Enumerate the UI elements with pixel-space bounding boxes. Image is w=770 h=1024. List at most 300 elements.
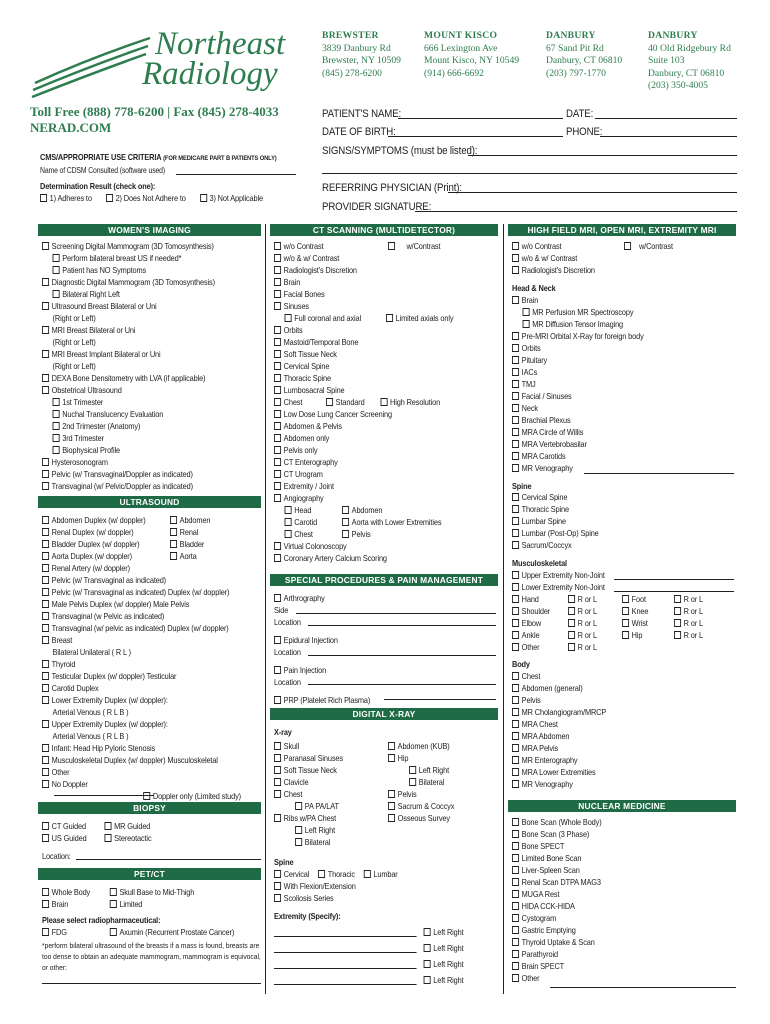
nuclear-item: Renal Scan DTPA MAG3 bbox=[512, 876, 602, 888]
us-list-item: Thyroid bbox=[42, 658, 241, 670]
checkbox[interactable] bbox=[274, 554, 281, 562]
checkbox[interactable] bbox=[512, 902, 519, 910]
checkbox[interactable] bbox=[42, 600, 49, 608]
not-applicable-checkbox[interactable] bbox=[200, 194, 207, 202]
checkbox[interactable] bbox=[512, 529, 519, 537]
womens-imaging-list bbox=[42, 240, 215, 492]
mri-wo-w-contrast-checkbox[interactable] bbox=[512, 254, 519, 262]
kub-checkbox[interactable] bbox=[388, 742, 395, 750]
chest-standard-checkbox[interactable] bbox=[326, 398, 333, 406]
date-label: DATE: bbox=[566, 108, 594, 120]
nuclear-other-field[interactable] bbox=[550, 987, 736, 988]
nuclear-header: NUCLEAR MEDICINE bbox=[508, 800, 736, 812]
checkbox[interactable] bbox=[42, 768, 49, 776]
us-list-item: Arterial Venous ( R L B ) bbox=[52, 707, 129, 717]
phone-field[interactable] bbox=[600, 136, 737, 137]
ct-wcontrast-checkbox[interactable] bbox=[388, 242, 395, 250]
checkbox[interactable] bbox=[622, 631, 629, 639]
dob-field[interactable] bbox=[388, 136, 563, 137]
xray-left-list: Skull Paranasal Sinuses Soft Tissue Neck Clavicle Chest PA PA/LAT Ribs w/PA Chest Left Right Bilateral bbox=[274, 740, 343, 848]
ext3-checkbox[interactable] bbox=[424, 960, 431, 968]
msk-joint-item: Elbow bbox=[512, 617, 550, 629]
nuclear-item: Other bbox=[512, 972, 602, 984]
nuclear-item: Thyroid Uptake & Scan bbox=[512, 936, 602, 948]
checkbox[interactable] bbox=[512, 452, 519, 460]
checkbox[interactable] bbox=[512, 938, 519, 946]
cdsm-label: Name of CDSM Consulted (software used) bbox=[40, 166, 166, 175]
sacrum-checkbox[interactable] bbox=[388, 802, 395, 810]
ribs-left-checkbox[interactable] bbox=[295, 826, 302, 834]
ct-item: Virtual Colonoscopy bbox=[274, 540, 392, 552]
checkbox[interactable] bbox=[285, 314, 292, 322]
ribs-bilateral-checkbox[interactable] bbox=[295, 838, 302, 846]
radiopharm-label: Please select radiopharmaceutical: bbox=[42, 915, 161, 925]
mri-wo-contrast-checkbox[interactable] bbox=[512, 242, 519, 250]
ct-guided-checkbox[interactable] bbox=[42, 822, 49, 830]
lower-nonjoint-checkbox[interactable] bbox=[512, 583, 519, 591]
checkbox[interactable] bbox=[53, 434, 60, 442]
checkbox[interactable] bbox=[512, 914, 519, 922]
biopsy-header: BIOPSY bbox=[38, 802, 261, 814]
checkbox[interactable] bbox=[53, 398, 60, 406]
not-adhere-checkbox[interactable] bbox=[106, 194, 113, 202]
checkbox[interactable] bbox=[512, 440, 519, 448]
checkbox[interactable] bbox=[274, 338, 281, 346]
us-list-item: Lower Extremity Duplex (w/ doppler): bbox=[42, 694, 241, 706]
checkbox[interactable] bbox=[512, 768, 519, 776]
checkbox[interactable] bbox=[274, 374, 281, 382]
signs-field-2[interactable] bbox=[322, 173, 737, 174]
womens-item: (Right or Left) bbox=[52, 313, 96, 323]
cms-title: CMS/APPROPRIATE USE CRITERIA (FOR MEDICARE PART B PATIENTS ONLY) bbox=[40, 152, 277, 162]
checkbox[interactable] bbox=[42, 350, 49, 358]
checkbox[interactable] bbox=[53, 290, 60, 298]
checkbox[interactable] bbox=[512, 866, 519, 874]
pain-location-field[interactable] bbox=[308, 684, 496, 685]
fdg-checkbox[interactable] bbox=[42, 928, 49, 936]
us-duplex-item: Renal Duplex (w/ doppler) bbox=[42, 526, 146, 538]
checkbox[interactable] bbox=[512, 595, 519, 603]
epidural-checkbox[interactable] bbox=[274, 636, 281, 644]
scoliosis-checkbox[interactable] bbox=[274, 894, 281, 902]
checkbox[interactable] bbox=[42, 242, 49, 250]
checkbox[interactable] bbox=[42, 302, 49, 310]
checkbox[interactable] bbox=[512, 493, 519, 501]
spine-heading: Spine bbox=[274, 857, 294, 867]
checkbox[interactable] bbox=[42, 696, 49, 704]
us-list-item: Testicular Duplex (w/ doppler) Testicular bbox=[42, 670, 241, 682]
checkbox[interactable] bbox=[274, 242, 281, 250]
checkbox[interactable] bbox=[512, 607, 519, 615]
checkbox[interactable] bbox=[42, 470, 49, 478]
checkbox[interactable] bbox=[512, 696, 519, 704]
paranasal-checkbox[interactable] bbox=[274, 754, 281, 762]
checkbox[interactable] bbox=[274, 410, 281, 418]
checkbox[interactable] bbox=[42, 576, 49, 584]
checkbox[interactable] bbox=[42, 684, 49, 692]
checkbox[interactable] bbox=[512, 368, 519, 376]
adheres-checkbox[interactable] bbox=[40, 194, 47, 202]
checkbox[interactable] bbox=[512, 950, 519, 958]
ct-item: Full coronal and axial bbox=[274, 312, 392, 324]
mri-head-neck-item: MRA Carotids bbox=[512, 450, 644, 462]
checkbox[interactable] bbox=[512, 926, 519, 934]
checkbox[interactable] bbox=[42, 540, 49, 548]
contact-web[interactable]: NERAD.COM bbox=[30, 120, 112, 135]
ct-item: Carotid bbox=[274, 516, 392, 528]
checkbox[interactable] bbox=[512, 830, 519, 838]
us-list-item: Breast bbox=[42, 634, 241, 646]
ct-item: Abdomen & Pelvis bbox=[274, 420, 392, 432]
checkbox[interactable] bbox=[568, 619, 575, 627]
checkbox[interactable] bbox=[512, 392, 519, 400]
limited-pet-checkbox[interactable] bbox=[110, 900, 117, 908]
xray-heading: X-ray bbox=[274, 727, 292, 737]
axumin-checkbox[interactable] bbox=[110, 928, 117, 936]
mri-spine-item: Lumbar (Post-Op) Spine bbox=[512, 527, 599, 539]
ultrasound-header: ULTRASOUND bbox=[38, 496, 261, 508]
checkbox[interactable] bbox=[42, 780, 49, 788]
side-field[interactable] bbox=[296, 613, 496, 614]
checkbox[interactable] bbox=[512, 818, 519, 826]
checkbox[interactable] bbox=[274, 446, 281, 454]
office-danbury-sand-pit: DANBURY 67 Sand Pit Rd Danbury, CT 06810 (203) 797-1770 bbox=[546, 30, 623, 79]
mri-head-neck-item: Pre-MRI Orbital X-Ray for foreign body bbox=[512, 330, 644, 342]
skull-base-checkbox[interactable] bbox=[110, 888, 117, 896]
checkbox[interactable] bbox=[42, 624, 49, 632]
checkbox[interactable] bbox=[512, 643, 519, 651]
checkbox[interactable] bbox=[42, 516, 49, 524]
womens-item: Patient has NO Symptoms bbox=[42, 264, 215, 276]
checkbox[interactable] bbox=[42, 278, 49, 286]
womens-item: MRI Breast Bilateral or Uni bbox=[42, 324, 215, 336]
patient-name-field[interactable] bbox=[398, 118, 563, 119]
nuclear-item: Brain SPECT bbox=[512, 960, 602, 972]
ct-item: Extremity / Joint bbox=[274, 480, 392, 492]
date-field[interactable] bbox=[595, 118, 737, 119]
checkbox[interactable] bbox=[512, 708, 519, 716]
checkbox[interactable] bbox=[42, 326, 49, 334]
checkbox[interactable] bbox=[274, 326, 281, 334]
us-list-item: Pelvic (w/ Transvaginal as indicated) Duplex (w/ doppler) bbox=[42, 586, 241, 598]
office-danbury-ridgebury: DANBURY 40 Old Ridgebury Rd Suite 103 Danbury, CT 06810 (203) 350-4005 bbox=[648, 30, 731, 92]
msk-side-option: R or L bbox=[674, 629, 703, 641]
checkbox[interactable] bbox=[512, 416, 519, 424]
checkbox[interactable] bbox=[42, 458, 49, 466]
checkbox[interactable] bbox=[568, 643, 575, 651]
special-list: Arthrography Side Location Epidural Injection Location Pain Injection Location PRP (Platelet Rich Plasma) bbox=[274, 593, 371, 705]
checkbox[interactable] bbox=[512, 464, 519, 472]
checkbox[interactable] bbox=[512, 854, 519, 862]
chest-high-res-checkbox[interactable] bbox=[380, 398, 387, 406]
mri-head-neck-item: MRA Vertebrobasilar bbox=[512, 438, 644, 450]
checkbox[interactable] bbox=[568, 607, 575, 615]
checkbox[interactable] bbox=[512, 756, 519, 764]
mri-body-item: Abdomen (general) bbox=[512, 682, 606, 694]
checkbox[interactable] bbox=[170, 516, 177, 524]
checkbox[interactable] bbox=[42, 564, 49, 572]
checkbox[interactable] bbox=[674, 619, 681, 627]
xray-thoracic-checkbox[interactable] bbox=[318, 870, 325, 878]
checkbox[interactable] bbox=[512, 380, 519, 388]
mri-spine-list bbox=[512, 491, 599, 551]
checkbox[interactable] bbox=[512, 672, 519, 680]
checkbox[interactable] bbox=[523, 320, 530, 328]
ct-item: CT Urogram bbox=[274, 468, 392, 480]
checkbox[interactable] bbox=[274, 362, 281, 370]
checkbox[interactable] bbox=[568, 595, 575, 603]
msk-joint-item: Wrist bbox=[622, 617, 648, 629]
checkbox[interactable] bbox=[523, 308, 530, 316]
checkbox[interactable] bbox=[512, 842, 519, 850]
limited-axials-checkbox[interactable] bbox=[386, 314, 393, 322]
checkbox[interactable] bbox=[274, 266, 281, 274]
ultrasound-top-right bbox=[170, 514, 210, 562]
biopsy-location-field[interactable] bbox=[76, 859, 261, 860]
mri-head-neck-item: Orbits bbox=[512, 342, 644, 354]
us-list-item: No Doppler bbox=[42, 778, 241, 790]
ct-item: Facial Bones bbox=[274, 288, 392, 300]
checkbox[interactable] bbox=[512, 890, 519, 898]
checkbox[interactable] bbox=[42, 482, 49, 490]
signs-field-1[interactable] bbox=[468, 155, 737, 156]
stereotactic-checkbox[interactable] bbox=[104, 834, 111, 842]
checkbox[interactable] bbox=[42, 386, 49, 394]
checkbox[interactable] bbox=[42, 636, 49, 644]
checkbox[interactable] bbox=[512, 517, 519, 525]
checkbox[interactable] bbox=[274, 254, 281, 262]
prp-field[interactable] bbox=[384, 699, 496, 700]
xray-chest-checkbox[interactable] bbox=[274, 790, 281, 798]
checkbox[interactable] bbox=[53, 266, 60, 274]
checkbox[interactable] bbox=[512, 744, 519, 752]
doppler-only-field[interactable] bbox=[54, 795, 154, 796]
womens-item: (Right or Left) bbox=[52, 361, 96, 371]
checkbox[interactable] bbox=[42, 588, 49, 596]
checkbox[interactable] bbox=[170, 540, 177, 548]
xray-cervical-checkbox[interactable] bbox=[274, 870, 281, 878]
checkbox[interactable] bbox=[274, 494, 281, 502]
upper-nonjoint-checkbox[interactable] bbox=[512, 571, 519, 579]
osseous-checkbox[interactable] bbox=[388, 814, 395, 822]
checkbox[interactable] bbox=[512, 720, 519, 728]
checkbox[interactable] bbox=[285, 518, 292, 526]
checkbox[interactable] bbox=[512, 344, 519, 352]
checkbox[interactable] bbox=[42, 672, 49, 680]
hip-left-checkbox[interactable] bbox=[409, 766, 416, 774]
xray-right-list: Abdomen (KUB) Hip Left Right Bilateral Pelvis Sacrum & Coccyx Osseous Survey bbox=[388, 740, 454, 824]
soft-tissue-neck-checkbox[interactable] bbox=[274, 766, 281, 774]
nuclear-item: Bone Scan (Whole Body) bbox=[512, 816, 602, 828]
ribs-checkbox[interactable] bbox=[274, 814, 281, 822]
checkbox[interactable] bbox=[512, 962, 519, 970]
mri-head-neck-item: IACs bbox=[512, 366, 644, 378]
dob-label: DATE OF BIRTH: bbox=[322, 126, 396, 138]
checkbox[interactable] bbox=[512, 296, 519, 304]
msk-joint-item: Other bbox=[512, 641, 550, 653]
mri-wcontrast-checkbox[interactable] bbox=[624, 242, 631, 250]
ct-item: CT Enterography bbox=[274, 456, 392, 468]
checkbox[interactable] bbox=[512, 732, 519, 740]
msk-joint-item: Knee bbox=[622, 605, 648, 617]
us-duplex-item: Abdomen Duplex (w/ doppler) bbox=[42, 514, 146, 526]
mr-guided-checkbox[interactable] bbox=[104, 822, 111, 830]
phone-label: PHONE: bbox=[566, 126, 603, 138]
checkbox[interactable] bbox=[274, 482, 281, 490]
cdsm-field[interactable] bbox=[176, 174, 296, 175]
checkbox[interactable] bbox=[512, 631, 519, 639]
checkbox[interactable] bbox=[274, 278, 281, 286]
checkbox[interactable] bbox=[512, 541, 519, 549]
womens-item: Screening Digital Mammogram (3D Tomosynthesis) bbox=[42, 240, 215, 252]
office-brewster: BREWSTER 3839 Danbury Rd Brewster, NY 10509 (845) 278-6200 bbox=[322, 30, 401, 79]
checkbox[interactable] bbox=[274, 290, 281, 298]
cms-options: 1) Adheres to 2) Does Not Adhere to 3) Not Applicable bbox=[40, 192, 263, 204]
checkbox[interactable] bbox=[512, 428, 519, 436]
us-list-item: Renal Artery (w/ doppler) bbox=[42, 562, 241, 574]
us-list-item: Carotid Duplex bbox=[42, 682, 241, 694]
us-guided-checkbox[interactable] bbox=[42, 834, 49, 842]
checkbox[interactable] bbox=[285, 506, 292, 514]
checkbox[interactable] bbox=[512, 780, 519, 788]
womens-item: 2nd Trimester (Anatomy) bbox=[42, 420, 215, 432]
checkbox[interactable] bbox=[512, 619, 519, 627]
checkbox[interactable] bbox=[674, 595, 681, 603]
pelvis-xray-checkbox[interactable] bbox=[388, 790, 395, 798]
mri-wcontrast: w/Contrast bbox=[624, 240, 673, 252]
checkbox[interactable] bbox=[512, 505, 519, 513]
msk-side-option: R or L bbox=[568, 605, 597, 617]
checkbox[interactable] bbox=[274, 422, 281, 430]
extremity-label: Extremity (Specify): bbox=[274, 911, 341, 921]
flexion-checkbox[interactable] bbox=[274, 882, 281, 890]
nuclear-item: Parathyroid bbox=[512, 948, 602, 960]
checkbox[interactable] bbox=[274, 434, 281, 442]
hip-bilateral-checkbox[interactable] bbox=[409, 778, 416, 786]
whole-body-checkbox[interactable] bbox=[42, 888, 49, 896]
ct-header: CT SCANNING (MULTIDETECTOR) bbox=[270, 224, 498, 236]
checkbox[interactable] bbox=[622, 607, 629, 615]
referring-field[interactable] bbox=[448, 192, 737, 193]
epidural-location-field[interactable] bbox=[308, 655, 496, 656]
arthro-location-label: Location bbox=[274, 617, 301, 627]
pain-injection-checkbox[interactable] bbox=[274, 666, 281, 674]
checkbox[interactable] bbox=[53, 422, 60, 430]
us-duplex-item: Aorta Duplex (w/ doppler) bbox=[42, 550, 146, 562]
angio-abdomen-checkbox[interactable] bbox=[342, 506, 349, 514]
clavicle-checkbox[interactable] bbox=[274, 778, 281, 786]
checkbox[interactable] bbox=[53, 254, 60, 262]
signature-field[interactable] bbox=[415, 211, 737, 212]
ct-limited-axials: Limited axials only bbox=[386, 312, 453, 324]
checkbox[interactable] bbox=[42, 528, 49, 536]
pa-checkbox[interactable] bbox=[295, 802, 302, 810]
checkbox[interactable] bbox=[274, 350, 281, 358]
checkbox[interactable] bbox=[42, 756, 49, 764]
checkbox[interactable] bbox=[274, 302, 281, 310]
checkbox[interactable] bbox=[143, 792, 150, 800]
us-list-item: Bilateral Unilateral ( R L ) bbox=[52, 647, 131, 657]
checkbox[interactable] bbox=[512, 878, 519, 886]
mri-head-neck-item: Brain bbox=[512, 294, 644, 306]
checkbox[interactable] bbox=[274, 470, 281, 478]
xray-lumbar-checkbox[interactable] bbox=[364, 870, 371, 878]
checkbox[interactable] bbox=[274, 542, 281, 550]
checkbox[interactable] bbox=[42, 720, 49, 728]
womens-item: Ultrasound Breast Bilateral or Uni bbox=[42, 300, 215, 312]
skull-checkbox[interactable] bbox=[274, 742, 281, 750]
ext2-checkbox[interactable] bbox=[424, 944, 431, 952]
prp-checkbox[interactable] bbox=[274, 696, 281, 704]
checkbox[interactable] bbox=[512, 356, 519, 364]
us-list-item: Musculoskeletal Duplex (w/ doppler) Musculoskeletal bbox=[42, 754, 241, 766]
mri-body-item: MRA Abdomen bbox=[512, 730, 606, 742]
arthrography-checkbox[interactable] bbox=[274, 594, 281, 602]
ext1-checkbox[interactable] bbox=[424, 928, 431, 936]
bilateral-us-note: *perform bilateral ultrasound of the breasts if a mass is found, breasts are too dense to obtain an adequate mammogram, mammogram is equivocal, or other: bbox=[42, 941, 261, 972]
checkbox[interactable] bbox=[674, 607, 681, 615]
mri-body-item: MRA Pelvis bbox=[512, 742, 606, 754]
checkbox[interactable] bbox=[53, 446, 60, 454]
ct-item: Abdomen only bbox=[274, 432, 392, 444]
nuclear-item: Gastric Emptying bbox=[512, 924, 602, 936]
checkbox[interactable] bbox=[568, 631, 575, 639]
checkbox[interactable] bbox=[274, 458, 281, 466]
checkbox[interactable] bbox=[42, 660, 49, 668]
checkbox[interactable] bbox=[512, 684, 519, 692]
msk-heading: Musculoskeletal bbox=[512, 558, 567, 568]
checkbox[interactable] bbox=[674, 631, 681, 639]
ext4-checkbox[interactable] bbox=[424, 976, 431, 984]
ultrasound-list bbox=[42, 562, 241, 802]
checkbox[interactable] bbox=[622, 595, 629, 603]
checkbox[interactable] bbox=[42, 374, 49, 382]
checkbox[interactable] bbox=[42, 552, 49, 560]
msk-rorl-2 bbox=[674, 593, 703, 641]
us-list-item: Doppler only (Limited study) bbox=[42, 790, 241, 802]
msk-mid bbox=[622, 593, 648, 641]
ct-item: w/o Contrast bbox=[274, 240, 392, 252]
us-list-item: Male Pelvis Duplex (w/ doppler) Male Pelvis bbox=[42, 598, 241, 610]
checkbox[interactable] bbox=[170, 552, 177, 560]
checkbox[interactable] bbox=[42, 744, 49, 752]
womens-item: Bilateral Right Left bbox=[42, 288, 215, 300]
nuclear-item: Liver-Spleen Scan bbox=[512, 864, 602, 876]
angio-aorta-checkbox[interactable] bbox=[342, 518, 349, 526]
checkbox[interactable] bbox=[285, 530, 292, 538]
ct-standard: Standard High Resolution bbox=[326, 396, 440, 408]
checkbox[interactable] bbox=[512, 332, 519, 340]
angio-pelvis-checkbox[interactable] bbox=[342, 530, 349, 538]
checkbox[interactable] bbox=[512, 404, 519, 412]
checkbox[interactable] bbox=[622, 619, 629, 627]
hip-checkbox[interactable] bbox=[388, 754, 395, 762]
referring-label: REFERRING PHYSICIAN (Print): bbox=[322, 182, 462, 194]
checkbox[interactable] bbox=[170, 528, 177, 536]
womens-item: (Right or Left) bbox=[52, 337, 96, 347]
body-heading: Body bbox=[512, 659, 530, 669]
arthro-location-field[interactable] bbox=[308, 625, 496, 626]
mr-venography-field[interactable] bbox=[584, 473, 734, 474]
checkbox[interactable] bbox=[42, 612, 49, 620]
note-other-field[interactable] bbox=[42, 983, 261, 984]
checkbox[interactable] bbox=[512, 974, 519, 982]
checkbox[interactable] bbox=[274, 398, 281, 406]
mri-discretion-checkbox[interactable] bbox=[512, 266, 519, 274]
checkbox[interactable] bbox=[274, 386, 281, 394]
brain-pet-checkbox[interactable] bbox=[42, 900, 49, 908]
checkbox[interactable] bbox=[53, 410, 60, 418]
